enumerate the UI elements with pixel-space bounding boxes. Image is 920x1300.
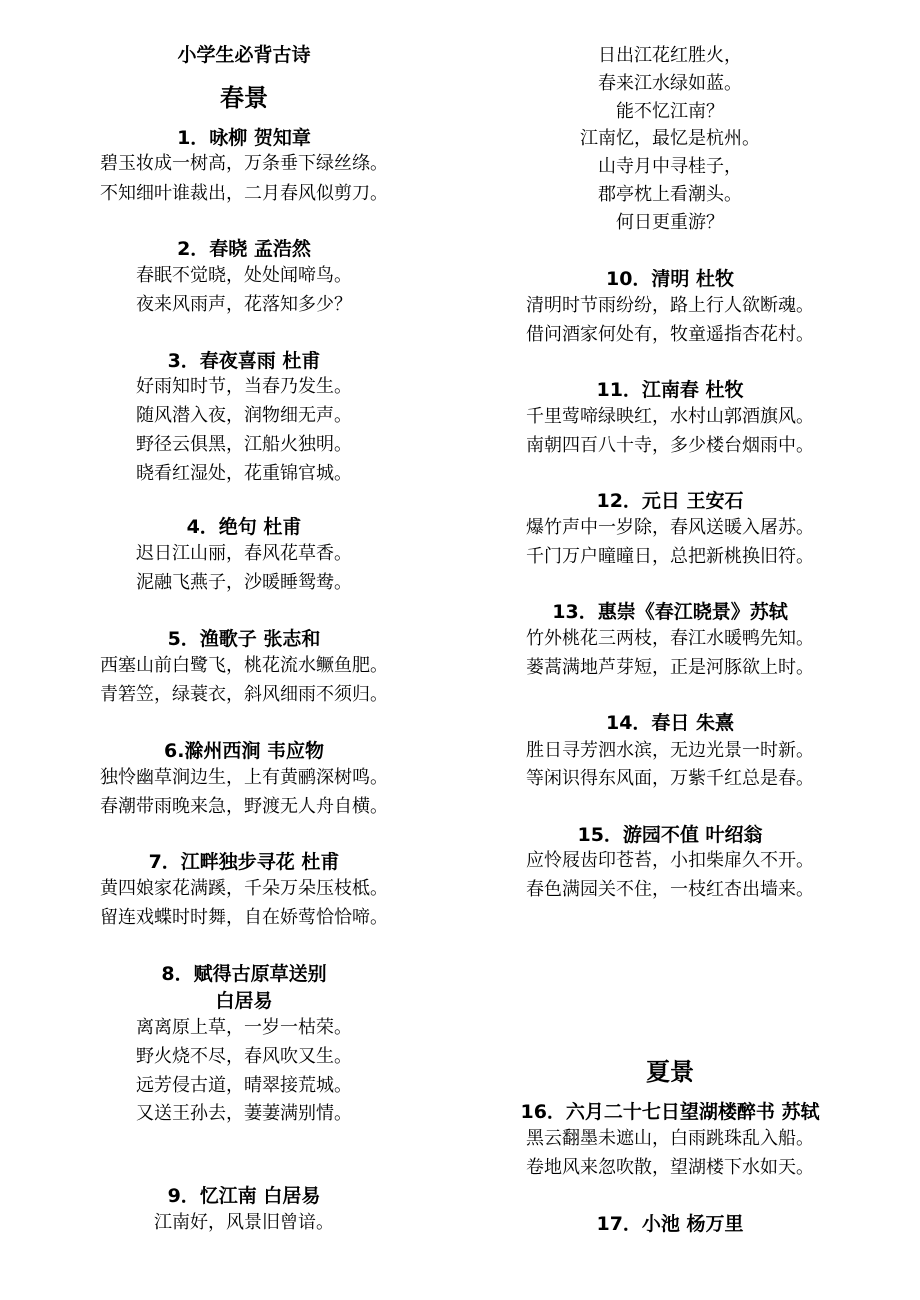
poem-line: 黄四娘家花满蹊，千朵万朵压枝柢。 bbox=[100, 878, 388, 899]
poem-line: 独怜幽草涧边生，上有黄鹂深树鸣。 bbox=[100, 767, 388, 788]
poem-title: 4．绝句 杜甫 bbox=[186, 516, 302, 538]
poem-line: 又送王孙去，萋萋满别情。 bbox=[136, 1103, 352, 1124]
poem-title: 2．春晓 孟浩然 bbox=[177, 238, 311, 260]
poem-title: 6.滁州西涧 韦应物 bbox=[163, 740, 325, 762]
poem-line: 千里莺啼绿映红，水村山郭酒旗风。 bbox=[526, 406, 814, 427]
poem-line: 碧玉妆成一树高，万条垂下绿丝绦。 bbox=[100, 153, 388, 174]
poem-line: 能不忆江南？ bbox=[616, 101, 724, 122]
poem-line: 离离原上草，一岁一枯荣。 bbox=[136, 1017, 352, 1038]
poem-line: 随风潜入夜，润物细无声。 bbox=[136, 405, 352, 426]
poem-line: 山寺月中寻桂子， bbox=[598, 156, 742, 177]
poem-title: 8．赋得古原草送别 bbox=[161, 963, 327, 985]
poem-title: 17．小池 杨万里 bbox=[596, 1213, 744, 1235]
poem-line: 千门万户曈曈日，总把新桃换旧符。 bbox=[526, 546, 814, 567]
poem-line: 泥融飞燕子，沙暖睡鸳鸯。 bbox=[136, 572, 352, 593]
poem-line: 胜日寻芳泗水滨，无边光景一时新。 bbox=[526, 740, 814, 761]
poem-line: 不知细叶谁裁出，二月春风似剪刀。 bbox=[100, 183, 388, 204]
poem-title: 1．咏柳 贺知章 bbox=[177, 127, 311, 149]
poem-line: 借问酒家何处有，牧童遥指杏花村。 bbox=[526, 324, 814, 345]
poem-line: 野径云俱黑，江船火独明。 bbox=[136, 434, 352, 455]
poem-line: 应怜屐齿印苍苔，小扣柴扉久不开。 bbox=[526, 850, 814, 871]
poem-line: 春潮带雨晚来急，野渡无人舟自横。 bbox=[100, 796, 388, 817]
section-heading-summer: 夏景 bbox=[646, 1058, 694, 1086]
poem-title: 13．惠崇《春江晓景》苏轼 bbox=[552, 601, 788, 623]
poem-line: 留连戏蝶时时舞，自在娇莺恰恰啼。 bbox=[100, 907, 388, 928]
poem-line: 迟日江山丽，春风花草香。 bbox=[136, 543, 352, 564]
poem-title: 5．渔歌子 张志和 bbox=[167, 628, 321, 650]
poem-line: 黑云翻墨未遮山，白雨跳珠乱入船。 bbox=[526, 1128, 814, 1149]
poem-line: 西塞山前白鹭飞，桃花流水鳜鱼肥。 bbox=[100, 655, 388, 676]
poem-title: 10．清明 杜牧 bbox=[605, 268, 735, 290]
poem-title: 11．江南春 杜牧 bbox=[596, 379, 744, 401]
poem-line: 日出江花红胜火， bbox=[598, 45, 742, 66]
section-heading-spring: 春景 bbox=[220, 84, 268, 112]
poem-author: 白居易 bbox=[215, 990, 273, 1012]
poem-line: 远芳侵古道，晴翠接荒城。 bbox=[136, 1075, 352, 1096]
poem-line: 春来江水绿如蓝。 bbox=[598, 73, 742, 94]
poem-line: 郡亭枕上看潮头。 bbox=[598, 184, 742, 205]
poem-line: 江南忆，最忆是杭州。 bbox=[580, 128, 760, 149]
poem-line: 南朝四百八十寺，多少楼台烟雨中。 bbox=[526, 435, 814, 456]
poem-line: 江南好，风景旧曾谙。 bbox=[154, 1212, 334, 1233]
poem-title: 16．六月二十七日望湖楼醉书 苏轼 bbox=[520, 1101, 820, 1123]
poem-title: 9．忆江南 白居易 bbox=[167, 1185, 321, 1207]
poem-title: 15．游园不值 叶绍翁 bbox=[577, 824, 763, 846]
poem-line: 卷地风来忽吹散，望湖楼下水如天。 bbox=[526, 1157, 814, 1178]
poem-line: 好雨知时节，当春乃发生。 bbox=[136, 376, 352, 397]
poem-line: 春眠不觉晓，处处闻啼鸟。 bbox=[136, 265, 352, 286]
poem-line: 野火烧不尽，春风吹又生。 bbox=[136, 1046, 352, 1067]
poem-line: 等闲识得东风面，万紫千红总是春。 bbox=[526, 768, 814, 789]
poem-line: 青箬笠，绿蓑衣，斜风细雨不须归。 bbox=[100, 684, 388, 705]
poem-title: 12．元日 王安石 bbox=[596, 490, 744, 512]
poem-title: 3．春夜喜雨 杜甫 bbox=[167, 350, 321, 372]
document-title: 小学生必背古诗 bbox=[177, 44, 311, 66]
poem-title: 14．春日 朱熹 bbox=[605, 712, 735, 734]
poem-line: 夜来风雨声，花落知多少？ bbox=[136, 294, 352, 315]
poem-line: 清明时节雨纷纷，路上行人欲断魂。 bbox=[526, 295, 814, 316]
poem-line: 春色满园关不住，一枝红杏出墙来。 bbox=[526, 879, 814, 900]
poem-line: 何日更重游？ bbox=[616, 212, 724, 233]
poem-line: 竹外桃花三两枝，春江水暖鸭先知。 bbox=[526, 628, 814, 649]
poem-title: 7．江畔独步寻花 杜甫 bbox=[148, 851, 340, 873]
poem-line: 蒌蒿满地芦芽短，正是河豚欲上时。 bbox=[526, 657, 814, 678]
poem-line: 晓看红湿处，花重锦官城。 bbox=[136, 463, 352, 484]
poem-line: 爆竹声中一岁除，春风送暖入屠苏。 bbox=[526, 517, 814, 538]
